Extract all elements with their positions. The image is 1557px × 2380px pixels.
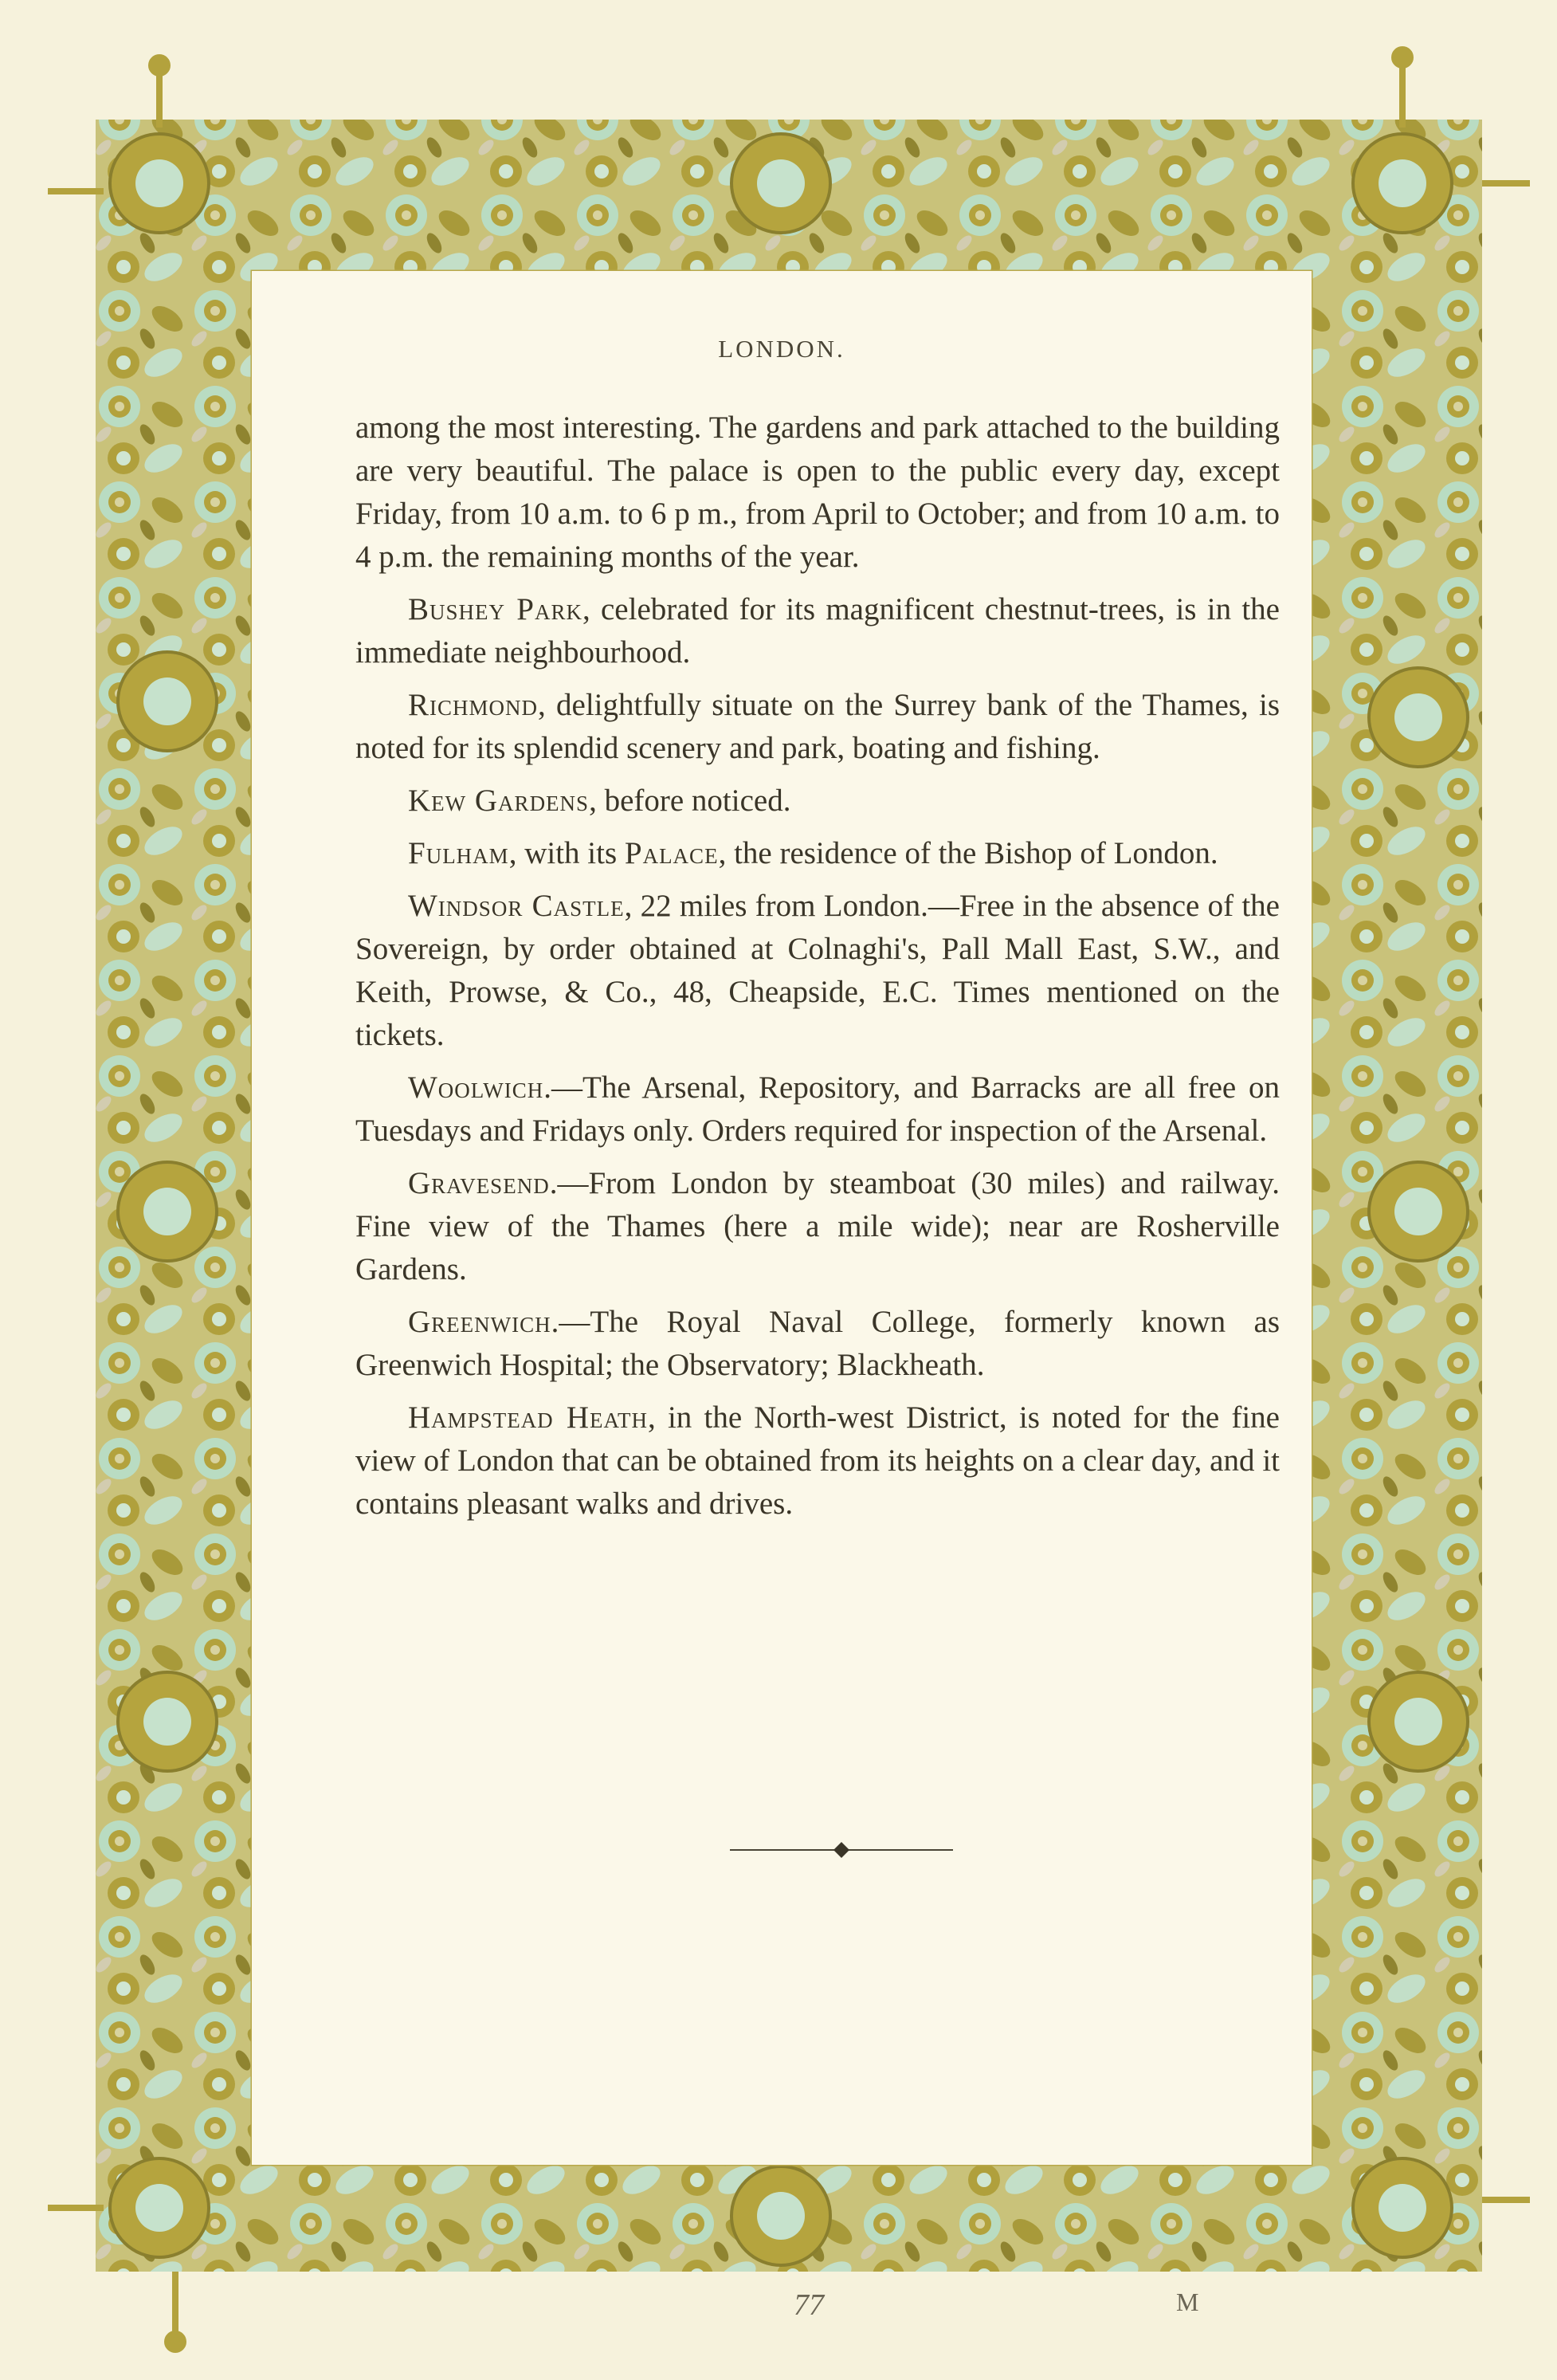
signature-mark: M [1176,2288,1199,2316]
paragraph-gravesend: Gravesend.—From London by steamboat (30 miles) and railway. Fine view of the Thames (here a mile wide); near are Rosherville Gardens. [355,1166,1280,1286]
text-panel [252,271,1312,2165]
entry-heading: Kew Gardens [408,784,590,818]
entry-heading: Hampstead Heath [408,1400,649,1435]
paragraph-windsor-castle: Windsor Castle, 22 miles from London.—Free in the absence of the Sovereign, by order obtained at Colnaghi's, Pall Mall East, S.W., and Keith, Prowse, & Co., 48, Cheapside, E.C. Times mentioned on the tickets. [355,889,1280,1052]
entry-subheading: Palace [624,836,719,870]
entry-heading: Fulham [408,836,509,870]
entry-heading: Windsor Castle [408,889,625,923]
paragraph-bushey-park: Bushey Park, celebrated for its magnificent chestnut-trees, is in the immediate neighbourhood. [355,592,1280,670]
entry-heading: Woolwich [408,1070,544,1105]
paragraph-woolwich: Woolwich.—The Arsenal, Repository, and Barracks are all free on Tuesdays and Fridays only. Orders required for inspection of the Arsenal. [355,1070,1280,1148]
paragraph-hampstead-heath: Hampstead Heath, in the North-west District, is noted for the fine view of London that can be obtained from its heights on a clear day, and it contains pleasant walks and drives. [355,1400,1280,1521]
body-text [355,406,1280,1535]
paragraph-fulham: Fulham, with its Palace, the residence of the Bishop of London. [408,836,1218,870]
entry-heading: Richmond [408,688,539,722]
paragraph-kew-gardens: Kew Gardens, before noticed. [408,784,791,818]
paragraph-greenwich: Greenwich.—The Royal Naval College, formerly known as Greenwich Hospital; the Observatory; Blackheath. [355,1305,1280,1382]
paragraph-richmond: Richmond, delightfully situate on the Surrey bank of the Thames, is noted for its splendid scenery and park, boating and fishing. [355,688,1280,765]
entry-heading: Greenwich [408,1305,551,1339]
page-number: 77 [794,2288,824,2322]
entry-heading: Bushey Park [408,592,582,626]
entry-heading: Gravesend [408,1166,550,1200]
paragraph-continuation: among the most interesting. The gardens and park attached to the building are very beautiful. The palace is open to the public every day, except Friday, from 10 a.m. to 6 p m., from April to October; and from 10 a.m. to 4 p.m. the remaining months of the year. [355,410,1280,574]
end-ornament-icon [722,1838,961,1862]
running-head: LONDON. [718,335,845,363]
